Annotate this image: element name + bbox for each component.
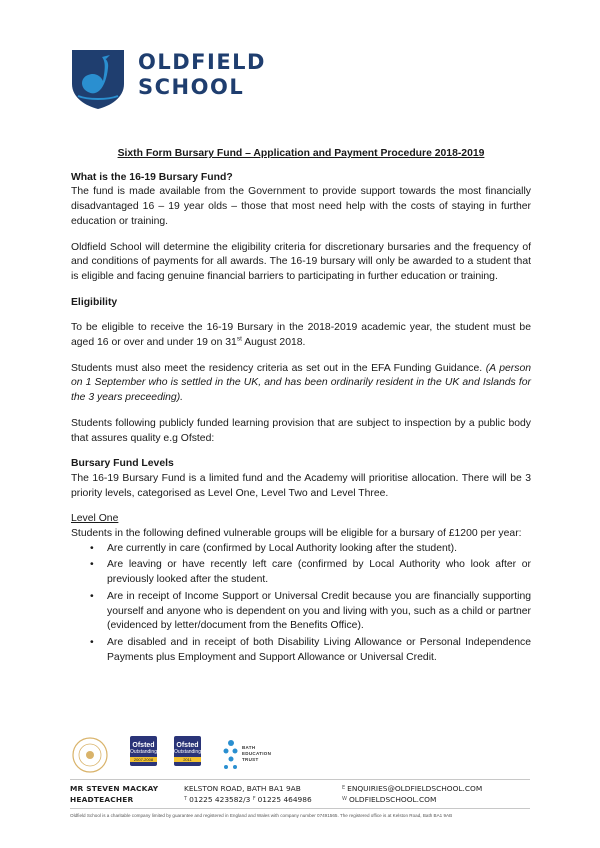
levels-heading: Bursary Fund Levels [71,458,174,470]
level-one-list [71,542,531,666]
document-body [71,147,531,667]
residency-note: (A person on 1 September who is settled in the UK, and has been ordinarily resident in the UK and Islands for the 3 years preceeding). [71,362,532,404]
eligibility-heading: Eligibility [71,296,118,308]
website-line[interactable]: $^W$ OLDFIELDSCHOOL.COM [342,795,437,804]
age-criteria-paragraph: To be eligible to receive the 16-19 Bursary in the 2018-2019 academic year, the student must be aged 16 or over and under 19 on 31st August 2018. [71,322,531,349]
what-is-heading: What is the 16-19 Bursary Fund? [71,171,233,183]
bath-education-trust-badge [222,735,292,775]
headteacher-name: MR STEVEN MACKAY [70,784,159,793]
contact-block [342,783,482,805]
school-name-line1: OLDFIELD [138,50,266,74]
list-item: • Are disabled and in receipt of both Disability Living Allowance or Personal Independence Payments plus Employment and Support Allowance or Universal Credit. [107,636,531,665]
registration-fine-print: Oldfield School is a charitable company limited by guarantee and registered in England and Wales with company number 07491565. The registered office is at Kelston Road, Bath BA1 9AB [70,813,453,818]
ofsted-badge-2011: Ofsted Outstanding 2011 [174,736,201,766]
school-name-line2: SCHOOL [138,75,245,99]
ofsted-badge-2007: Ofsted Outstanding 2007-2008 [130,736,157,766]
determination-paragraph: Oldfield School will determine the eligibility criteria for discretionary bursaries and the frequency of and conditions of payments for all awards. The 16-19 bursary will only be awarded to a student that is eligible and facing genuine financial barriers to participating in further education or training. [71,241,531,282]
swan-crest-icon [70,48,126,110]
residency-paragraph: Students must also meet the residency criteria as set out in the EFA Funding Guidance. (A person on 1 September who is settled in the UK, and has been ordinarily resident in the UK and Islands for the 3 years preceeding). [71,362,532,404]
what-is-paragraph: The fund is made available from the Government to provide support towards the most financially disadvantaged 16 – 19 year olds – those that most need help with the costs of staying in further education or training. [71,186,531,227]
publicly-funded-paragraph: Students following publicly funded learning provision that are subject to inspection by a public body that assures quality e.g Ofsted: [71,417,531,444]
headteacher-title: HEADTEACHER [70,795,134,804]
level-one-heading: Level One [71,513,119,525]
list-item: • Are in receipt of Income Support or Universal Credit because you are financially supporting yourself and anyone who is dependent on you and living with you, such as a child or partner (evidenced by letter/document from the Benefits Office). [107,590,531,634]
headteacher-block [70,783,158,805]
trust-dots-icon [222,739,240,773]
accreditation-badges [70,733,370,775]
address-block [184,783,312,805]
document-title: Sixth Form Bursary Fund – Application and Payment Procedure 2018-2019 [117,148,485,159]
arts-council-badge-icon [70,735,110,775]
school-logo [70,42,300,114]
phone-line: $^T$ 01225 423582/3 $^F$ 01225 464986 [184,795,312,804]
footer-divider-bottom [70,808,530,809]
list-item: • Are leaving or have recently left care (confirmed by Local Authority who look after or previously looked after the student. [107,558,531,587]
address-text: KELSTON ROAD, BATH BA1 9AB [184,784,301,793]
email-line[interactable]: $^E$ ENQUIRIES@OLDFIELDSCHOOL.COM [342,784,483,793]
school-name [138,50,266,100]
list-item: • Are currently in care (confirmed by Local Authority looking after the student). [107,542,531,557]
footer-divider [70,779,530,780]
trust-name: BATH EDUCATION TRUST [242,745,272,762]
levels-paragraph: The 16-19 Bursary Fund is a limited fund and the Academy will prioritise allocation. There will be 3 priority levels, categorised as Level One, Level Two and Level Three. [71,472,531,499]
level-one-intro: Students in the following defined vulnerable groups will be eligible for a bursary of £1200 per year: [71,528,522,540]
